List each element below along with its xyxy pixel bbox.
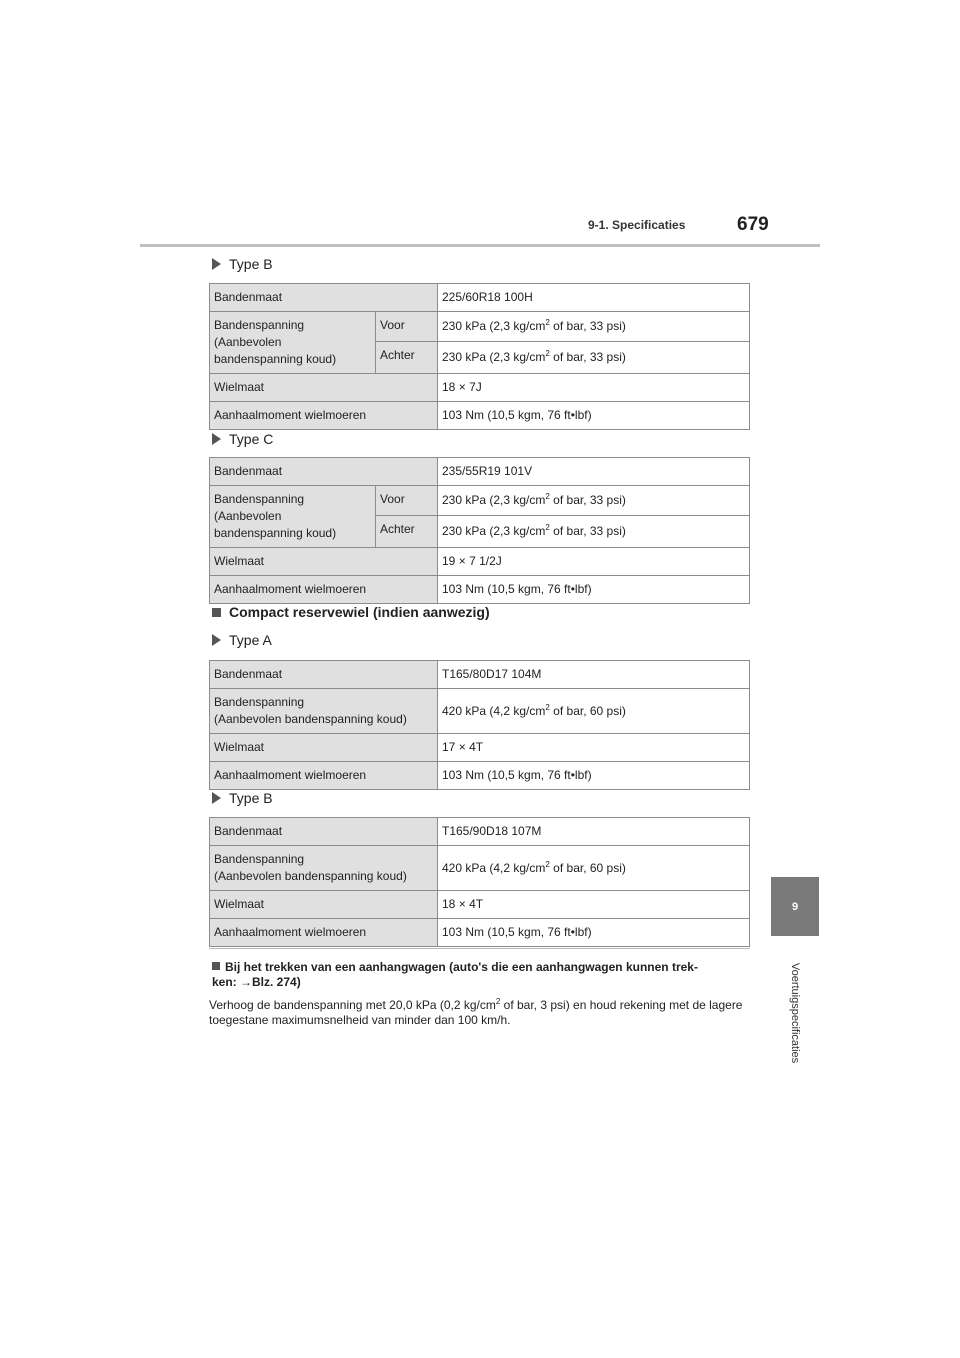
triangle-bullet-icon	[212, 792, 221, 804]
subheading-type-c	[212, 431, 273, 447]
value-wheel	[438, 374, 750, 402]
value-text: 4T	[469, 897, 484, 911]
label-line: (Aanbevolen bandenspanning koud)	[214, 712, 407, 726]
value-size: 235/55R19 101V	[438, 458, 750, 486]
row-label-pressure	[210, 846, 438, 891]
row-label-wheel: Wielmaat	[210, 734, 438, 762]
table-row	[210, 458, 750, 486]
value-wheel	[438, 734, 750, 762]
row-label-torque: Aanhaalmoment wielmoeren	[210, 576, 438, 604]
row-label-pressure	[210, 312, 376, 374]
subheading-text: Type C	[229, 431, 274, 447]
note-divider	[209, 948, 750, 949]
table-row	[210, 486, 750, 516]
value-torque: 103 Nm (10,5 kgm, 76 ft•lbf)	[438, 919, 750, 947]
value-text: 7J	[469, 380, 482, 394]
value-text: 420 kPa (4,2 kg/cm	[442, 860, 546, 875]
value-pressure	[438, 846, 750, 891]
table-row	[210, 576, 750, 604]
table-row	[210, 402, 750, 430]
note-title	[212, 960, 750, 990]
row-label-size: Bandenmaat	[210, 661, 438, 689]
value-torque: 103 Nm (10,5 kgm, 76 ft•lbf)	[438, 576, 750, 604]
section-heading-compact	[212, 604, 490, 620]
note-text: Verhoog de bandenspanning met 20,0 kPa (0,2 kg/cm	[209, 998, 496, 1012]
value-text: 7 1/2J	[469, 554, 502, 568]
table-row	[210, 734, 750, 762]
table-row	[210, 284, 750, 312]
chapter-side-label	[772, 943, 818, 1083]
superscript: 2	[495, 997, 501, 1006]
superscript: 2	[545, 491, 550, 501]
label-front: Voor	[376, 312, 438, 342]
triangle-bullet-icon	[212, 433, 221, 445]
times-symbol: ×	[458, 554, 466, 568]
value-text: of bar, 33 psi)	[549, 349, 626, 364]
superscript: 2	[545, 702, 550, 712]
table-row	[210, 919, 750, 947]
row-label-size: Bandenmaat	[210, 284, 438, 312]
label-line: bandenspanning koud)	[214, 352, 337, 366]
table-row	[210, 818, 750, 846]
page-number: 679	[737, 214, 769, 235]
value-text: 18	[442, 380, 456, 394]
table-row	[210, 762, 750, 790]
square-bullet-icon	[212, 608, 221, 617]
value-text: 420 kPa (4,2 kg/cm	[442, 703, 546, 718]
label-line: Bandenspanning	[214, 318, 305, 332]
value-text: 230 kPa (2,3 kg/cm	[442, 318, 546, 333]
value-pressure	[438, 689, 750, 734]
label-line: (Aanbevolen	[214, 335, 282, 349]
row-label-torque: Aanhaalmoment wielmoeren	[210, 919, 438, 947]
note-body	[209, 998, 754, 1028]
row-label-torque: Aanhaalmoment wielmoeren	[210, 402, 438, 430]
subheading-text: Type A	[229, 632, 272, 648]
value-size: T165/90D18 107M	[438, 818, 750, 846]
value-text: of bar, 33 psi)	[549, 492, 626, 507]
table-row	[210, 846, 750, 891]
value-text: of bar, 33 psi)	[549, 318, 626, 333]
times-symbol: ×	[458, 897, 466, 911]
value-wheel	[438, 548, 750, 576]
value-text: of bar, 60 psi)	[549, 703, 626, 718]
value-text: of bar, 60 psi)	[549, 860, 626, 875]
chapter-number: 9	[791, 900, 799, 913]
subheading-type-b	[212, 256, 273, 272]
value-text: 230 kPa (2,3 kg/cm	[442, 492, 546, 507]
triangle-bullet-icon	[212, 634, 221, 646]
square-bullet-icon	[212, 962, 220, 970]
spec-table-compact-type-b	[209, 817, 750, 947]
table-row	[210, 374, 750, 402]
value-torque: 103 Nm (10,5 kgm, 76 ft•lbf)	[438, 402, 750, 430]
label-line: bandenspanning koud)	[214, 526, 337, 540]
subheading-text: Type B	[229, 256, 273, 272]
superscript: 2	[545, 317, 550, 327]
value-torque: 103 Nm (10,5 kgm, 76 ft•lbf)	[438, 762, 750, 790]
superscript: 2	[545, 348, 550, 358]
spec-table-compact-type-a	[209, 660, 750, 790]
triangle-bullet-icon	[212, 258, 221, 270]
value-pressure-front	[438, 312, 750, 342]
subheading-compact-type-a	[212, 632, 272, 648]
note-text: of bar, 3 psi) en houd rekening met de lagere toegestane maximumsnelheid van minder dan 100 km/h.	[209, 998, 743, 1027]
value-pressure-front	[438, 486, 750, 516]
chapter-title: Voertuigspecificaties	[789, 962, 801, 1064]
table-row	[210, 661, 750, 689]
table-row	[210, 548, 750, 576]
section-heading-text: Compact reservewiel (indien aanwezig)	[229, 604, 490, 620]
label-front: Voor	[376, 486, 438, 516]
label-line: Bandenspanning	[214, 852, 305, 866]
value-pressure-rear	[438, 341, 750, 373]
row-label-wheel: Wielmaat	[210, 374, 438, 402]
times-symbol: ×	[458, 740, 466, 754]
row-label-wheel: Wielmaat	[210, 891, 438, 919]
superscript: 2	[545, 859, 550, 869]
header-divider	[140, 244, 820, 247]
times-symbol: ×	[458, 380, 466, 394]
label-line: Bandenspanning	[214, 695, 305, 709]
value-text: 19	[442, 554, 456, 568]
value-text: 4T	[469, 740, 484, 754]
value-pressure-rear	[438, 515, 750, 547]
value-text: 230 kPa (2,3 kg/cm	[442, 523, 546, 538]
row-label-pressure	[210, 689, 438, 734]
chapter-tab[interactable]	[771, 877, 819, 936]
label-line: (Aanbevolen	[214, 509, 282, 523]
value-size: 225/60R18 100H	[438, 284, 750, 312]
label-rear: Achter	[376, 515, 438, 547]
value-size: T165/80D17 104M	[438, 661, 750, 689]
value-text: of bar, 33 psi)	[549, 523, 626, 538]
subheading-compact-type-b	[212, 790, 273, 806]
value-text: 18	[442, 897, 456, 911]
value-wheel	[438, 891, 750, 919]
spec-table-type-c	[209, 457, 750, 604]
row-label-size: Bandenmaat	[210, 818, 438, 846]
value-text: 230 kPa (2,3 kg/cm	[442, 349, 546, 364]
note-title-line: ken:	[212, 975, 241, 989]
value-text: 17	[442, 740, 456, 754]
table-row	[210, 312, 750, 342]
row-label-wheel: Wielmaat	[210, 548, 438, 576]
row-label-pressure	[210, 486, 376, 548]
row-label-torque: Aanhaalmoment wielmoeren	[210, 762, 438, 790]
superscript: 2	[545, 522, 550, 532]
page-reference-link[interactable]: Blz. 274)	[252, 975, 301, 989]
label-line: Bandenspanning	[214, 492, 305, 506]
spec-table-type-b	[209, 283, 750, 430]
label-line: (Aanbevolen bandenspanning koud)	[214, 869, 407, 883]
table-row	[210, 689, 750, 734]
note-title-line: Bij het trekken van een aanhangwagen (auto's die een aanhangwagen kunnen trek-	[225, 960, 698, 974]
label-rear: Achter	[376, 341, 438, 373]
table-row	[210, 891, 750, 919]
row-label-size: Bandenmaat	[210, 458, 438, 486]
arrow-right-icon: →	[240, 975, 253, 989]
subheading-text: Type B	[229, 790, 273, 806]
header-section-title: 9-1. Specificaties	[588, 218, 686, 232]
